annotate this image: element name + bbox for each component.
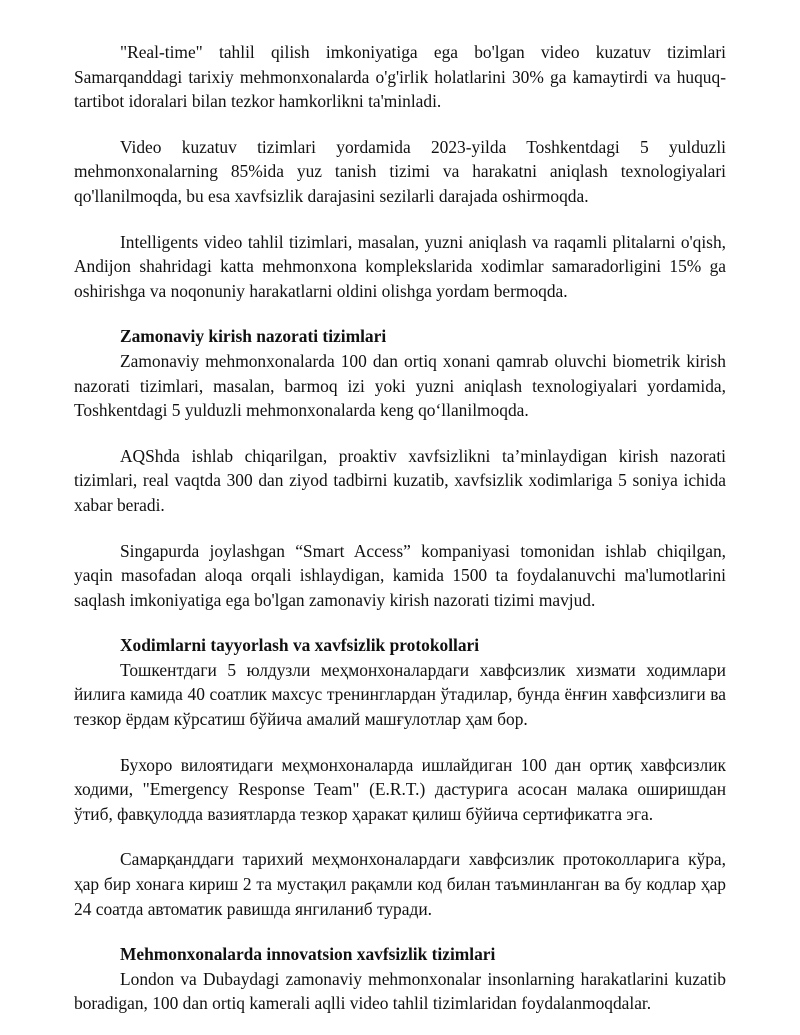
paragraph: Zamonaviy mehmonxonalarda 100 dan ortiq xonani qamrab oluvchi biometrik kirish nazorati tizimlari, masalan, barmoq izi yoki yuzni aniqlash texnologiyalari yordamida, Toshkentdagi 5 yulduzli mehmonxonalarda keng qo‘llanilmoqda. <box>74 350 726 421</box>
section-innovation <box>74 942 726 1016</box>
paragraph: Самарқанддаги тарихий меҳмонхоналардаги хавфсизлик протоколларига кўра, ҳар бир хонага кириш 2 та мустақил рақамли код билан таъминланган ва бу кодлар ҳар 24 соатда автоматик равишда янгиланиб туради. <box>74 849 726 919</box>
paragraph: Тошкентдаги 5 юлдузли меҳмонхоналардаги хавфсизлик хизмати ходимлари йилига камида 40 соатлик махсус тренинглардан ўтадилар, бунда ёнғин хавфсизлиги ва тезкор ёрдам кўрсатиш бўйича амалий машғулотлар ҳам бор. <box>74 659 726 730</box>
section-access-control <box>74 324 726 612</box>
paragraph: AQShda ishlab chiqarilgan, proaktiv xavfsizlikni ta’minlaydigan kirish nazorati tizimlari, real vaqtda 300 dan ziyod tadbirni kuzatib, xavfsizlik xodimlariga 5 soniya ichida xabar beradi. <box>74 445 726 515</box>
paragraph: "Real-time" tahlil qilish imkoniyatiga ega bo'lgan video kuzatuv tizimlari Samarqanddagi tarixiy mehmonxonalarda o'g'irlik holatlarini 30% ga kamaytirdi va huquq-tartibot idoralari bilan tezkor hamkorlikni ta'minladi. <box>74 42 726 112</box>
section-heading: Xodimlarni tayyorlash va xavfsizlik protokollari <box>120 635 480 656</box>
section-staff-training <box>74 633 726 921</box>
section-heading: Zamonaviy kirish nazorati tizimlari <box>120 326 387 347</box>
paragraph: Video kuzatuv tizimlari yordamida 2023-yilda Toshkentdagi 5 yulduzli mehmonxonalarning 85%ida yuz tanish tizimi va harakatni aniqlash texnologiyalari qo'llanilmoqda, bu esa xavfsizlik darajasini sezilarli darajada oshirmoqda. <box>74 136 726 206</box>
paragraph: London va Dubaydagi zamonaviy mehmonxonalar insonlarning harakatlarini kuzatib boradigan, 100 dan ortiq kamerali aqlli video tahlil tizimlaridan foydalanmoqdalar. <box>74 968 726 1014</box>
paragraph: Бухоро вилоятидаги меҳмонхоналарда ишлайдиган 100 дан ортиқ хавфсизлик ходими, "Emergency Response Team" (E.R.T.) дастурига асосан малака оширишдан ўтиб, фавқулодда вазиятларда тезкор ҳаракат қилиш бўйича сертификатга эга. <box>74 754 726 824</box>
paragraph: Intelligents video tahlil tizimlari, masalan, yuzni aniqlash va raqamli plitalarni o'qish, Andijon shahridagi katta mehmonxona komplekslarida xodimlar samaradorligini 15% ga oshirishga va noqonuniy harakatlarni oldini olishga yordam bermoqda. <box>74 231 726 301</box>
paragraph: Singapurda joylashgan “Smart Access” kompaniyasi tomonidan ishlab chiqilgan, yaqin masofadan aloqa orqali ishlaydigan, kamida 1500 ta foydalanuvchi ma'lumotlarini saqlash imkoniyatiga ega bo'lgan zamonaviy kirish nazorati tizimi mavjud. <box>74 540 726 610</box>
section-heading: Mehmonxonalarda innovatsion xavfsizlik tizimlari <box>120 944 496 965</box>
